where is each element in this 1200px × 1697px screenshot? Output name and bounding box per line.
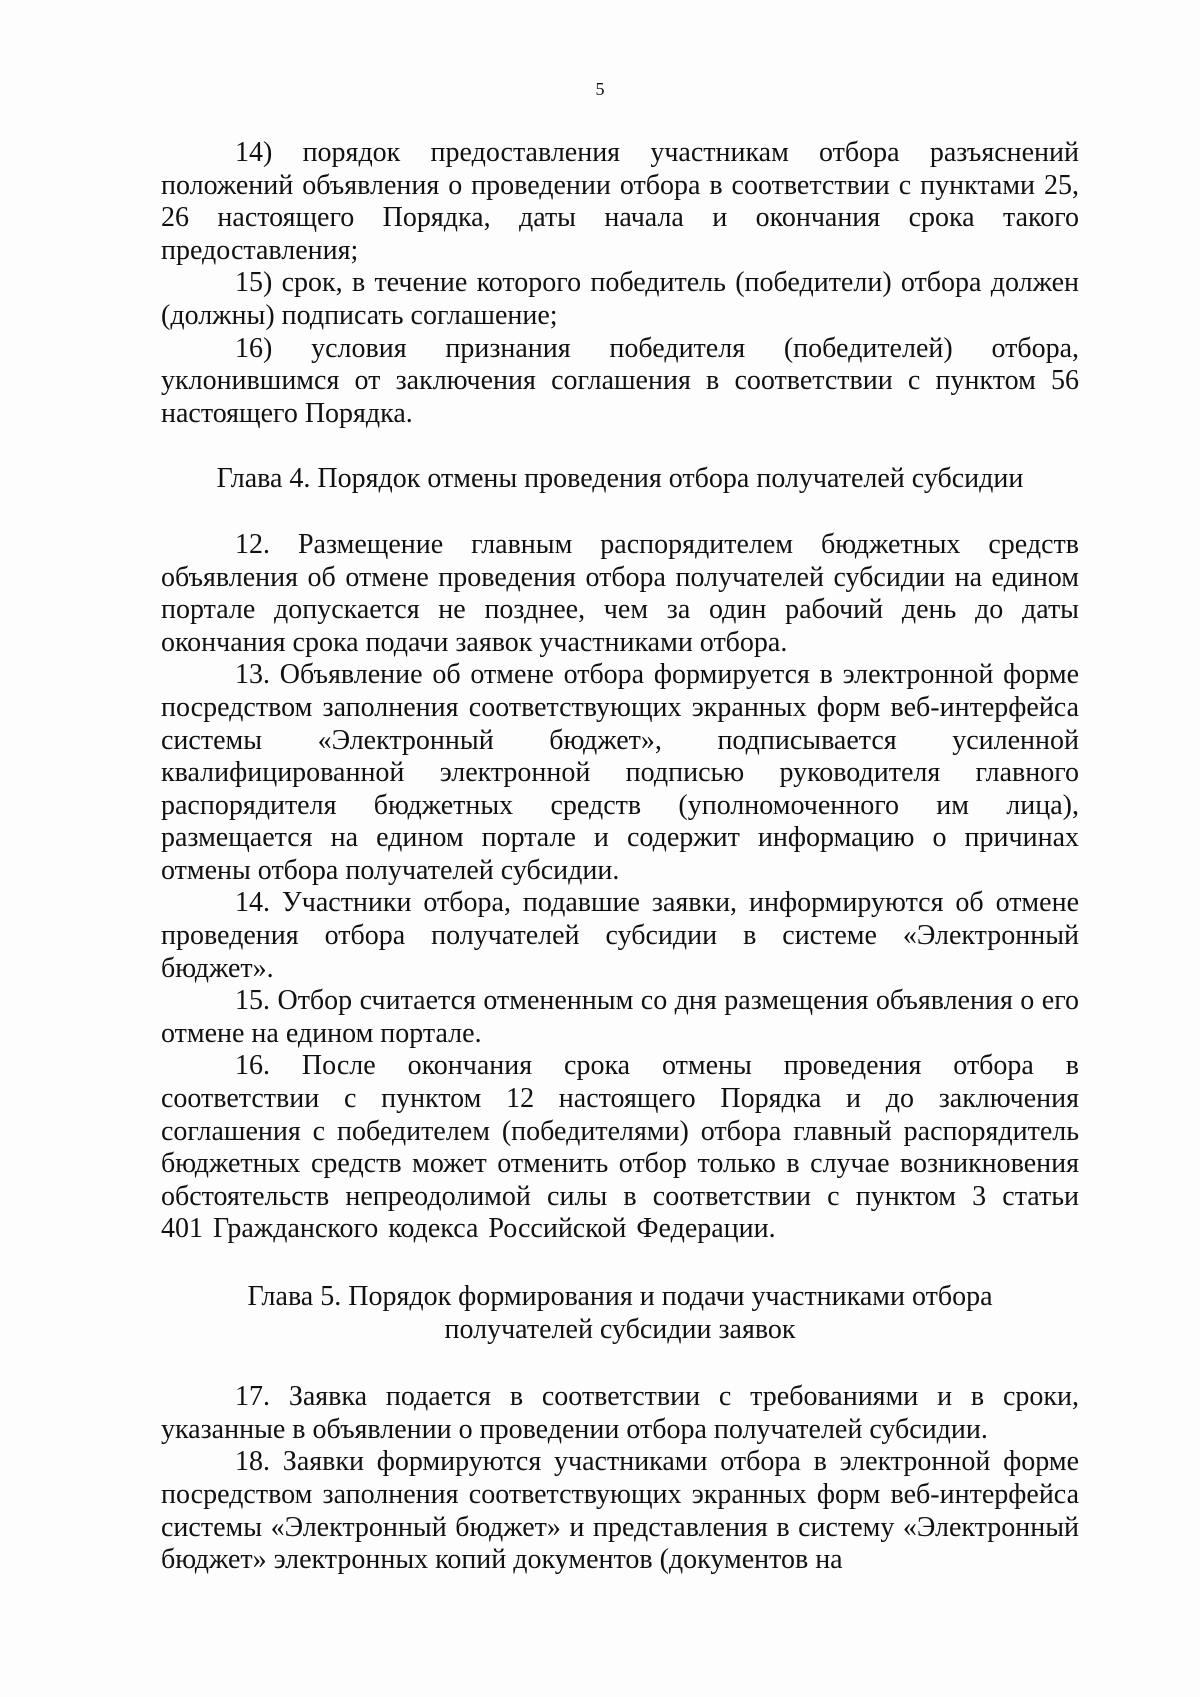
page-number: 5: [595, 79, 605, 99]
paragraph-item-14: 14) порядок предоставления участникам отбора разъяснений положений объявления о проведении отбора в соответствии с пунктами 25, 26 настоящего Порядка, даты начала и окончания срока такого предоставления;: [161, 137, 1079, 266]
paragraph-16: 16. После окончания срока отмены проведения отбора в соответствии с пунктом 12 настоящего Порядка и до заключения соглашения с победителем (победителями) отбора главный распорядитель бюджетных средств может отменить отбор только в случае возникновения обстоятельств непреодолимой силы в соответствии с пунктом 3 статьи 401 Гражданского кодекса Российской Федерации.: [161, 1050, 1079, 1245]
chapter-5-heading: Глава 5. Порядок формирования и подачи участниками отбора получателей субсидии заявок: [247, 1281, 993, 1345]
paragraph-15: 15. Отбор считается отмененным со дня размещения объявления о его отмене на едином портале.: [161, 985, 1079, 1049]
paragraph-item-15: 15) срок, в течение которого победитель (победители) отбора должен (должны) подписать соглашение;: [161, 267, 1079, 331]
paragraph-17: 17. Заявка подается в соответствии с требованиями и в сроки, указанные в объявлении о проведении отбора получателей субсидии.: [161, 1381, 1079, 1445]
document-body: [161, 137, 1079, 1577]
paragraph-item-16: 16) условия признания победителя (победителей) отбора, уклонившимся от заключения соглашения в соответствии с пунктом 56 настоящего Порядка.: [161, 332, 1079, 429]
paragraph-13: 13. Объявление об отмене отбора формируется в электронной форме посредством заполнения соответствующих экранных форм веб-интерфейса системы «Электронный бюджет», подписывается усиленной квалифицированной электронной подписью руководителя главного распорядителя бюджетных средств (уполномоченного им лица), размещается на едином портале и содержит информацию о причинах отмены отбора получателей субсидии.: [161, 659, 1079, 886]
paragraph-14: 14. Участники отбора, подавшие заявки, информируются об отмене проведения отбора получателей субсидии в системе «Электронный бюджет».: [161, 887, 1079, 984]
paragraph-18: 18. Заявки формируются участниками отбора в электронной форме посредством заполнения соответствующих экранных форм веб-интерфейса системы «Электронный бюджет» и представления в систему «Электронный бюджет» электронных копий документов (документов на: [161, 1446, 1079, 1576]
paragraph-12: 12. Размещение главным распорядителем бюджетных средств объявления об отмене проведения отбора получателей субсидии на едином портале допускается не позднее, чем за один рабочий день до даты окончания срока подачи заявок участниками отбора.: [161, 528, 1079, 658]
chapter-4-heading: Глава 4. Порядок отмены проведения отбора получателей субсидии: [216, 463, 1024, 495]
